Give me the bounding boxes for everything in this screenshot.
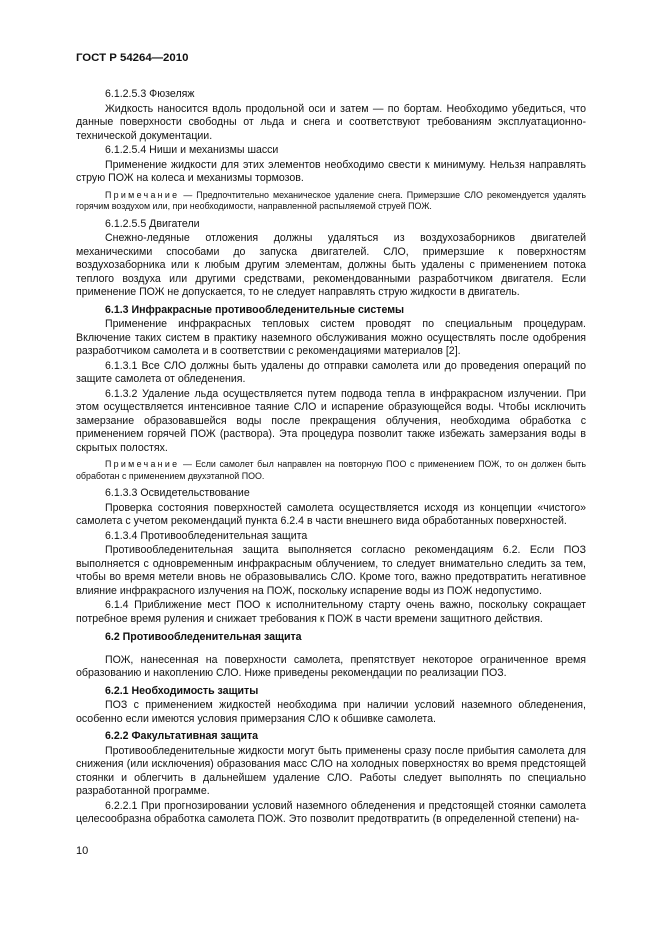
document-header: ГОСТ Р 54264—2010: [76, 52, 189, 64]
note-paragraph: [76, 190, 586, 213]
paragraph: Жидкость наносится вдоль продольной оси и затем — по бортам. Необходимо убедиться, что данные поверхности свободны от льда и снега и соответствуют требованиям эксплуатационно-технической документации.: [76, 102, 586, 142]
paragraph: 6.1.4 Приближение мест ПОО к исполнительному старту очень важно, поскольку сокращает потребное время руления и снижает требования к ПОЖ в части времени защитного действия.: [76, 599, 586, 625]
paragraph: Противообледенительные жидкости могут быть применены сразу после прибытия самолета для снижения (или исключения) образования масс СЛО на холодных поверхностях во время предстоящей стоянки и облегчить в дальнейшем удаление СЛО. Работы следует выполнять по специально разработанной программе.: [76, 744, 586, 797]
paragraph: 6.1.2.5.4 Ниши и механизмы шасси: [105, 144, 279, 156]
paragraph: ПОЖ, нанесенная на поверхности самолета, препятствует некоторое ограниченное время образованию и накоплению СЛО. Ниже приведены рекомендации по реализации ПОЗ.: [76, 653, 586, 679]
note-text: — Если самолет был направлен на повторную ПОО с применением ПОЖ, то он должен быть обработан с применением двухэтапной ПОО.: [76, 459, 586, 481]
section-heading: 6.2.1 Необходимость защиты: [105, 684, 259, 697]
paragraph: 6.1.3.1 Все СЛО должны быть удалены до отправки самолета или до проведения операций по защите самолета от обледенения.: [76, 359, 586, 385]
paragraph: Противообледенительная защита выполняется согласно рекомендациям 6.2. Если ПОЗ выполняется с одновременным инфракрасным облучением, то следует внимательно следить за тем, чтобы во время метели вновь не образовывались СЛО. Кроме того, важно предотвратить негативное влияние инфракрасного излучения на ПОЖ, поскольку испарение воды из ПОЖ недопустимо.: [76, 544, 586, 597]
note-label: Примечание: [105, 459, 180, 469]
paragraph: 6.1.3.3 Освидетельствование: [105, 487, 250, 499]
paragraph: Применение жидкости для этих элементов необходимо свести к минимуму. Нельзя направлять струю ПОЖ на колеса и механизмы тормозов.: [76, 158, 586, 184]
paragraph: 6.1.2.5.5 Двигатели: [105, 217, 200, 230]
note-text: — Предпочтительно механическое удаление снега. Примерзшие СЛО рекомендуется удалять горячим воздухом или, при необходимости, направленной распыляемой струей ПОЖ.: [76, 189, 586, 211]
paragraph: Снежно-ледяные отложения должны удаляться из воздухозаборников двигателей механическими способами до запуска двигателей. СЛО, примерзшие к поверхностям воздухозаборника или к любым другим элементам, должны быть удалены с применением потока теплого воздуха или другими средствами, рекомендованными разработчиком двигателя. Если применение ПОЖ не допускается, то не следует направлять струю жидкости в двигатель.: [76, 232, 586, 298]
note-paragraph: [76, 459, 586, 482]
note-label: Примечание: [105, 189, 180, 200]
paragraph: 6.2.2.1 При прогнозировании условий наземного обледенения и предстоящей стоянки самолета целесообразна обработка самолета ПОЖ. Это позволит предотвратить (в определенной степени) на-: [76, 799, 586, 825]
document-page: [76, 52, 586, 828]
paragraph: 6.1.3.4 Противообледенительная защита: [105, 529, 308, 542]
paragraph: ПОЗ с применением жидкостей необходима при наличии условий наземного обледенения, особенно если имеются условия примерзания СЛО к обшивке самолета.: [76, 699, 586, 725]
page-number: 10: [76, 845, 89, 857]
document-body: [76, 88, 586, 827]
section-heading: 6.2.2 Факультативная защита: [105, 730, 259, 742]
section-heading: 6.2 Противообледенительная защита: [105, 631, 302, 643]
paragraph: 6.1.2.5.3 Фюзеляж: [105, 88, 195, 100]
paragraph: Проверка состояния поверхностей самолета осуществляется исходя из концепции «чистого» самолета с учетом рекомендаций пункта 6.2.4 в части внешнего вида обработанных поверхностей.: [76, 501, 586, 527]
paragraph: Применение инфракрасных тепловых систем проводят по специальным процедурам. Включение таких систем в практику наземного обслуживания можно осуществлять после одобрения разработчиком самолета и в соответствии с рекомендациями материалов [2].: [76, 318, 586, 357]
paragraph: 6.1.3.2 Удаление льда осуществляется путем подвода тепла в инфракрасном излучении. При этом осуществляется интенсивное таяние СЛО и испарение образующейся воды. Чтобы исключить замерзание образовавшейся воды после прекращения облучения, необходима обработка с применением горячей ПОЖ (раствора). Эта процедура позволит также избежать замерзания воды в скрытых полостях.: [76, 387, 586, 454]
section-heading: 6.1.3 Инфракрасные противообледенительные системы: [105, 303, 405, 316]
